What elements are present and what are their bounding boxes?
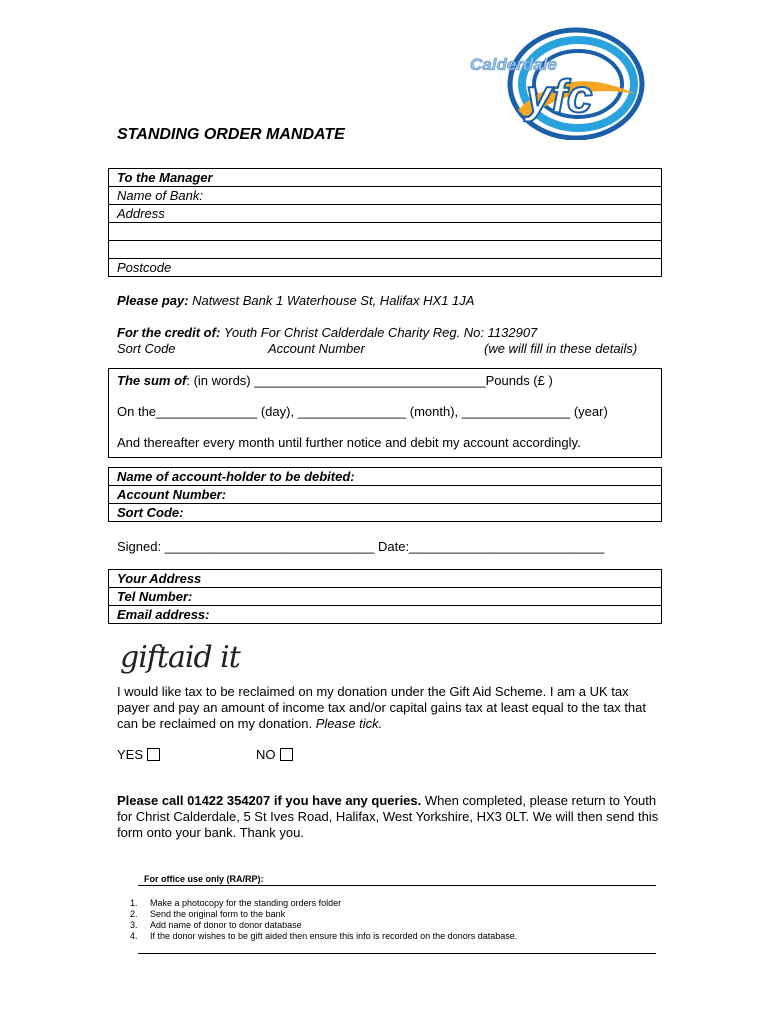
account-holder-field[interactable]: Name of account-holder to be debited: [109,468,662,486]
sum-box [108,368,662,458]
no-checkbox[interactable] [280,748,293,761]
email-address-field[interactable]: Email address: [109,606,662,624]
giftaid-statement-text: I would like tax to be reclaimed on my donation under the Gift Aid Scheme. I am a UK tax payer and pay an amount of income tax and/or capital gains tax at least equal to the tax that can be reclaimed on my donation. [117,684,647,731]
office-item: 2. Send the original form to the bank [140,909,664,920]
sort-code-field[interactable]: Sort Code: [109,504,662,522]
queries-paragraph [117,793,669,841]
on-the-line[interactable]: On the______________ (day), _______________ (month), _______________ (year) [117,404,608,419]
credit-of-label: For the credit of: [117,325,221,340]
svg-text:Calderdale: Calderdale [470,55,557,74]
giftaid-statement [117,684,657,732]
office-use-heading: For office use only (RA/RP): [144,874,264,884]
account-number-field[interactable]: Account Number: [109,486,662,504]
sum-label: The sum of [117,373,187,388]
sum-rest: : (in words) ________________________________Pounds (£ ) [186,373,553,388]
yes-checkbox[interactable] [147,748,160,761]
office-item: 4. If the donor wishes to be gift aided then ensure this info is recorded on the donors database. [140,931,664,942]
credit-of-value: Youth For Christ Calderdale Charity Reg. No: 1132907 [223,325,538,340]
account-number-label: Account Number [268,341,365,356]
sort-code-label: Sort Code [117,341,176,356]
page-title: STANDING ORDER MANDATE [117,126,345,143]
address-line-2-field[interactable] [109,223,662,241]
no-option [256,747,293,762]
please-pay-line [117,293,474,308]
sum-line[interactable] [117,373,553,388]
thereafter-text: And thereafter every month until further notice and debit my account accordingly. [117,435,581,450]
name-of-bank-field[interactable]: Name of Bank: [109,187,662,205]
postcode-field[interactable]: Postcode [109,259,662,277]
office-rule-bottom [138,953,656,954]
your-address-field[interactable]: Your Address [109,570,662,588]
yes-option [117,747,160,762]
address-field[interactable]: Address [109,205,662,223]
address-line-3-field[interactable] [109,241,662,259]
please-pay-label: Please pay: [117,293,189,308]
signed-date-line[interactable]: Signed: _____________________________ Date:___________________________ [117,539,605,554]
svg-text:yfc: yfc [526,70,593,122]
queries-rest: When completed, please return to Youth for Christ Calderdale, 5 St Ives Road, Halifax, West Yorkshire, HX3 0LT. We will then send this form onto your bank. Thank you. [117,793,659,840]
queries-phone: Please call 01422 354207 if you have any queries. [117,793,422,808]
office-item: 3. Add name of donor to donor database [140,920,664,931]
account-box [108,467,662,522]
bank-details-box [108,168,662,277]
yes-label: YES [117,747,144,762]
office-item: 1. Make a photocopy for the standing orders folder [140,898,664,909]
to-manager-label: To the Manager [109,169,662,187]
please-pay-value: Natwest Bank 1 Waterhouse St, Halifax HX1 1JA [192,293,475,308]
office-use-list [124,898,664,942]
please-tick: Please tick. [315,716,383,731]
credit-of-line [117,325,537,340]
contact-box [108,569,662,624]
no-label: NO [256,747,276,762]
calderdale-yfc-logo [466,22,646,140]
giftaid-logo: giftaid it [120,640,240,675]
office-rule-top [138,885,656,886]
tel-number-field[interactable]: Tel Number: [109,588,662,606]
fill-in-note: (we will fill in these details) [484,341,638,356]
